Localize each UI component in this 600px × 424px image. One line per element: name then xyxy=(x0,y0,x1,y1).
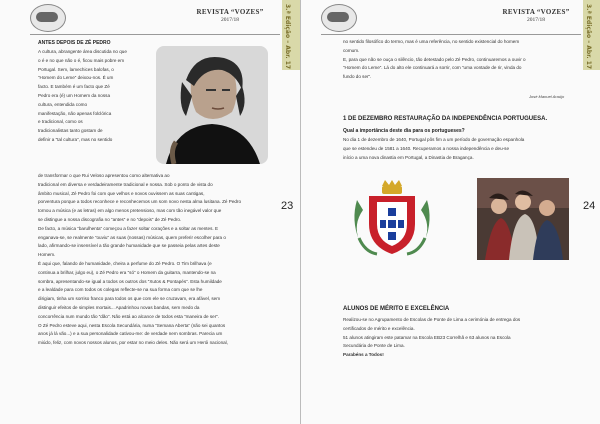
magazine-name: REVISTA “VOZES” xyxy=(502,8,570,16)
text-line: Realizou-se no Agrupamento de Escolas de Ponte de Lima a cerimónia de entrega dos xyxy=(343,317,521,322)
text-line: e tradicional, como os xyxy=(38,119,83,125)
article-column xyxy=(38,48,150,145)
article-continuation xyxy=(343,38,575,82)
text-line: certificados de mérito e excelência. xyxy=(343,325,415,331)
text-line: De facto, a música “barulhenta” começou a fazer soltar corações e a soltar as mentes. E xyxy=(38,225,219,231)
school-logo xyxy=(30,4,66,32)
text-line: cultura, entendida como xyxy=(38,101,88,107)
text-line: distinguir efeitos de simples mortais... Apadrinhou novas bandas, sem medo da xyxy=(38,304,200,310)
article-title: ANTES DEPOIS DE ZÉ PEDRO xyxy=(38,40,111,46)
text-line: tradicionalistas tanto gostam de xyxy=(38,128,103,134)
text-line: âmbito musical, Zé Pedro foi com que velhos e novos ouvissem as suas cantigas, xyxy=(38,190,205,196)
header-rule xyxy=(30,34,280,35)
text-line: “Homem do Leme” deixou-nos. É um xyxy=(38,75,114,81)
magazine-year: 2017/18 xyxy=(526,17,546,23)
section-question: Qual a importância deste dia para os portugueses? xyxy=(343,128,465,134)
portuguese-coat-of-arms xyxy=(349,180,435,260)
text-line: início a uma nova dinastia em Portugal, a Dinastia de Bragança. xyxy=(343,154,474,160)
text-line: no sentido filosófico do termo, mas é uma referência, no sentido existencial do homem xyxy=(343,39,520,44)
masthead xyxy=(486,8,586,23)
text-line: “Homem do Leme”. Lá do alto ele continuará a sorrir, com “uma vontade de rir, vinda do xyxy=(343,65,522,71)
text-line: anos já lá vão...) e a sua personalidade cativou-me: de verdade nem sombras. Parecia um xyxy=(38,331,223,337)
text-line: A cultura, abrangente área discutida no que xyxy=(38,49,127,54)
section-text xyxy=(343,316,575,360)
text-line: E, para que não se ouça o silêncio, tão detestado pelo Zé Pedro, continuaremos a ouvir o xyxy=(343,56,526,62)
page-number: 23 xyxy=(281,200,294,212)
article-body xyxy=(38,172,272,348)
text-line: porventura porque a todos reconhece e reconhecemos um som novo nesta alma lusitana. Zé Pedro xyxy=(38,199,242,205)
text-line: miúdo, feliz, com novos nossos alunos, por estar no meio deles. Não será um Herói nacional, xyxy=(38,340,228,346)
section-text xyxy=(343,136,575,162)
text-line: O Zé Pedro esteve aqui, nesta Escola Secundária, numa “Semana Aberta” (não sei quantos xyxy=(38,322,226,328)
text-line: 51 alunos atingiram este patamar na Escola EB23 Correlhã e 63 alunos na Escola xyxy=(343,334,511,340)
page-number: 24 xyxy=(583,200,596,212)
text-line: concorrência num mundo tão “dão”. Não está ao alcance de todos esta “maneira de ser”. xyxy=(38,313,220,319)
text-line: lado, afirmando-se insensível a tão grande humanidade que se passeia pelas artes deste xyxy=(38,243,220,249)
text-line: e a lealdade para com todos os colegas reflecte-se na sua forma com que se lhe xyxy=(38,287,203,293)
text-line: o é e no que não o é, ficou mais pobre em xyxy=(38,57,125,63)
edition-label: 3.ª Edição – Abr. 17 xyxy=(284,4,291,70)
school-logo xyxy=(321,4,357,32)
text-line: comum. xyxy=(343,47,360,53)
article-author: José Manuel Araújo xyxy=(529,94,565,99)
edition-tab xyxy=(282,0,300,70)
masthead xyxy=(180,8,280,23)
section-title: 1 DE DEZEMBRO RESTAURAÇÃO DA INDEPENDÊNCIA PORTUGUESA. xyxy=(343,116,548,122)
ze-pedro-photo xyxy=(156,46,268,164)
text-line: tornou a música (e as letras) em algo menos pretensioso, mas com tão inegável valor que xyxy=(38,208,222,214)
text-line: que se estendeu de 1581 a 1640. Recuperamos a nossa independência e deu-se xyxy=(343,145,510,151)
text-line: É aqui que, falando de humanidade, cheira a perfume do Zé Pedro. O Tim brilhava (e xyxy=(38,260,212,266)
closing-line: Parabéns a Todos! xyxy=(343,352,384,358)
text-line: facto. E também é um facto que Zé xyxy=(38,84,110,90)
text-line: Homem. xyxy=(38,252,56,258)
text-line: definir a “tal cultura”, mas no sentido xyxy=(38,136,113,142)
section-title: ALUNOS DE MÉRITO E EXCELÊNCIA xyxy=(343,306,450,312)
magazine-year: 2017/18 xyxy=(220,17,240,23)
text-line: Pedro era (é) um Homem da nossa xyxy=(38,92,110,98)
right-page xyxy=(300,0,600,424)
text-line: manifestação, não apenas folclórica xyxy=(38,110,112,116)
text-line: tradicional em diversa e verdadeiramente tradicional e nossa. Sob o ponto de vista do xyxy=(38,181,213,187)
edition-tab xyxy=(583,0,600,70)
text-line: Portugal. Sem, lamechices balofas, o xyxy=(38,66,114,72)
historical-painting xyxy=(477,178,569,260)
header-rule xyxy=(321,34,581,35)
text-line: fundo do ser”. xyxy=(343,74,372,80)
text-line: Secundária de Ponte de Lima. xyxy=(343,343,405,349)
magazine-name: REVISTA “VOZES” xyxy=(196,8,264,16)
text-line: dirigiam, tinha um sorriso franco para todos os que com ele se cruzavam, era afável, sem xyxy=(38,296,221,302)
edition-label: 3.ª Edição – Abr. 17 xyxy=(585,4,592,70)
text-line: enganava-se, se realmente “ouviu” as suas (nossas) músicas, quem preferir escolher para o xyxy=(38,234,226,240)
text-line: No dia 1 de dezembro de 1640, Portugal pôs fim a um período de governação espanhola xyxy=(343,137,525,142)
text-line: sombra, apresentando-se igual a todos os outros dos “Xutos & Pontapés”. Esta humildade xyxy=(38,278,222,284)
text-line: se distingue a nossa discografia no “antes” e no “depois” de Zé Pedro. xyxy=(38,216,182,222)
text-line: de transformar o que Rui Veloso apresentou como alternativa ao xyxy=(38,173,170,178)
text-line: continua a brilhar, julgo eu), o Zé Pedro era “só” o Homem da guitarra, mantendo-se na xyxy=(38,269,216,275)
